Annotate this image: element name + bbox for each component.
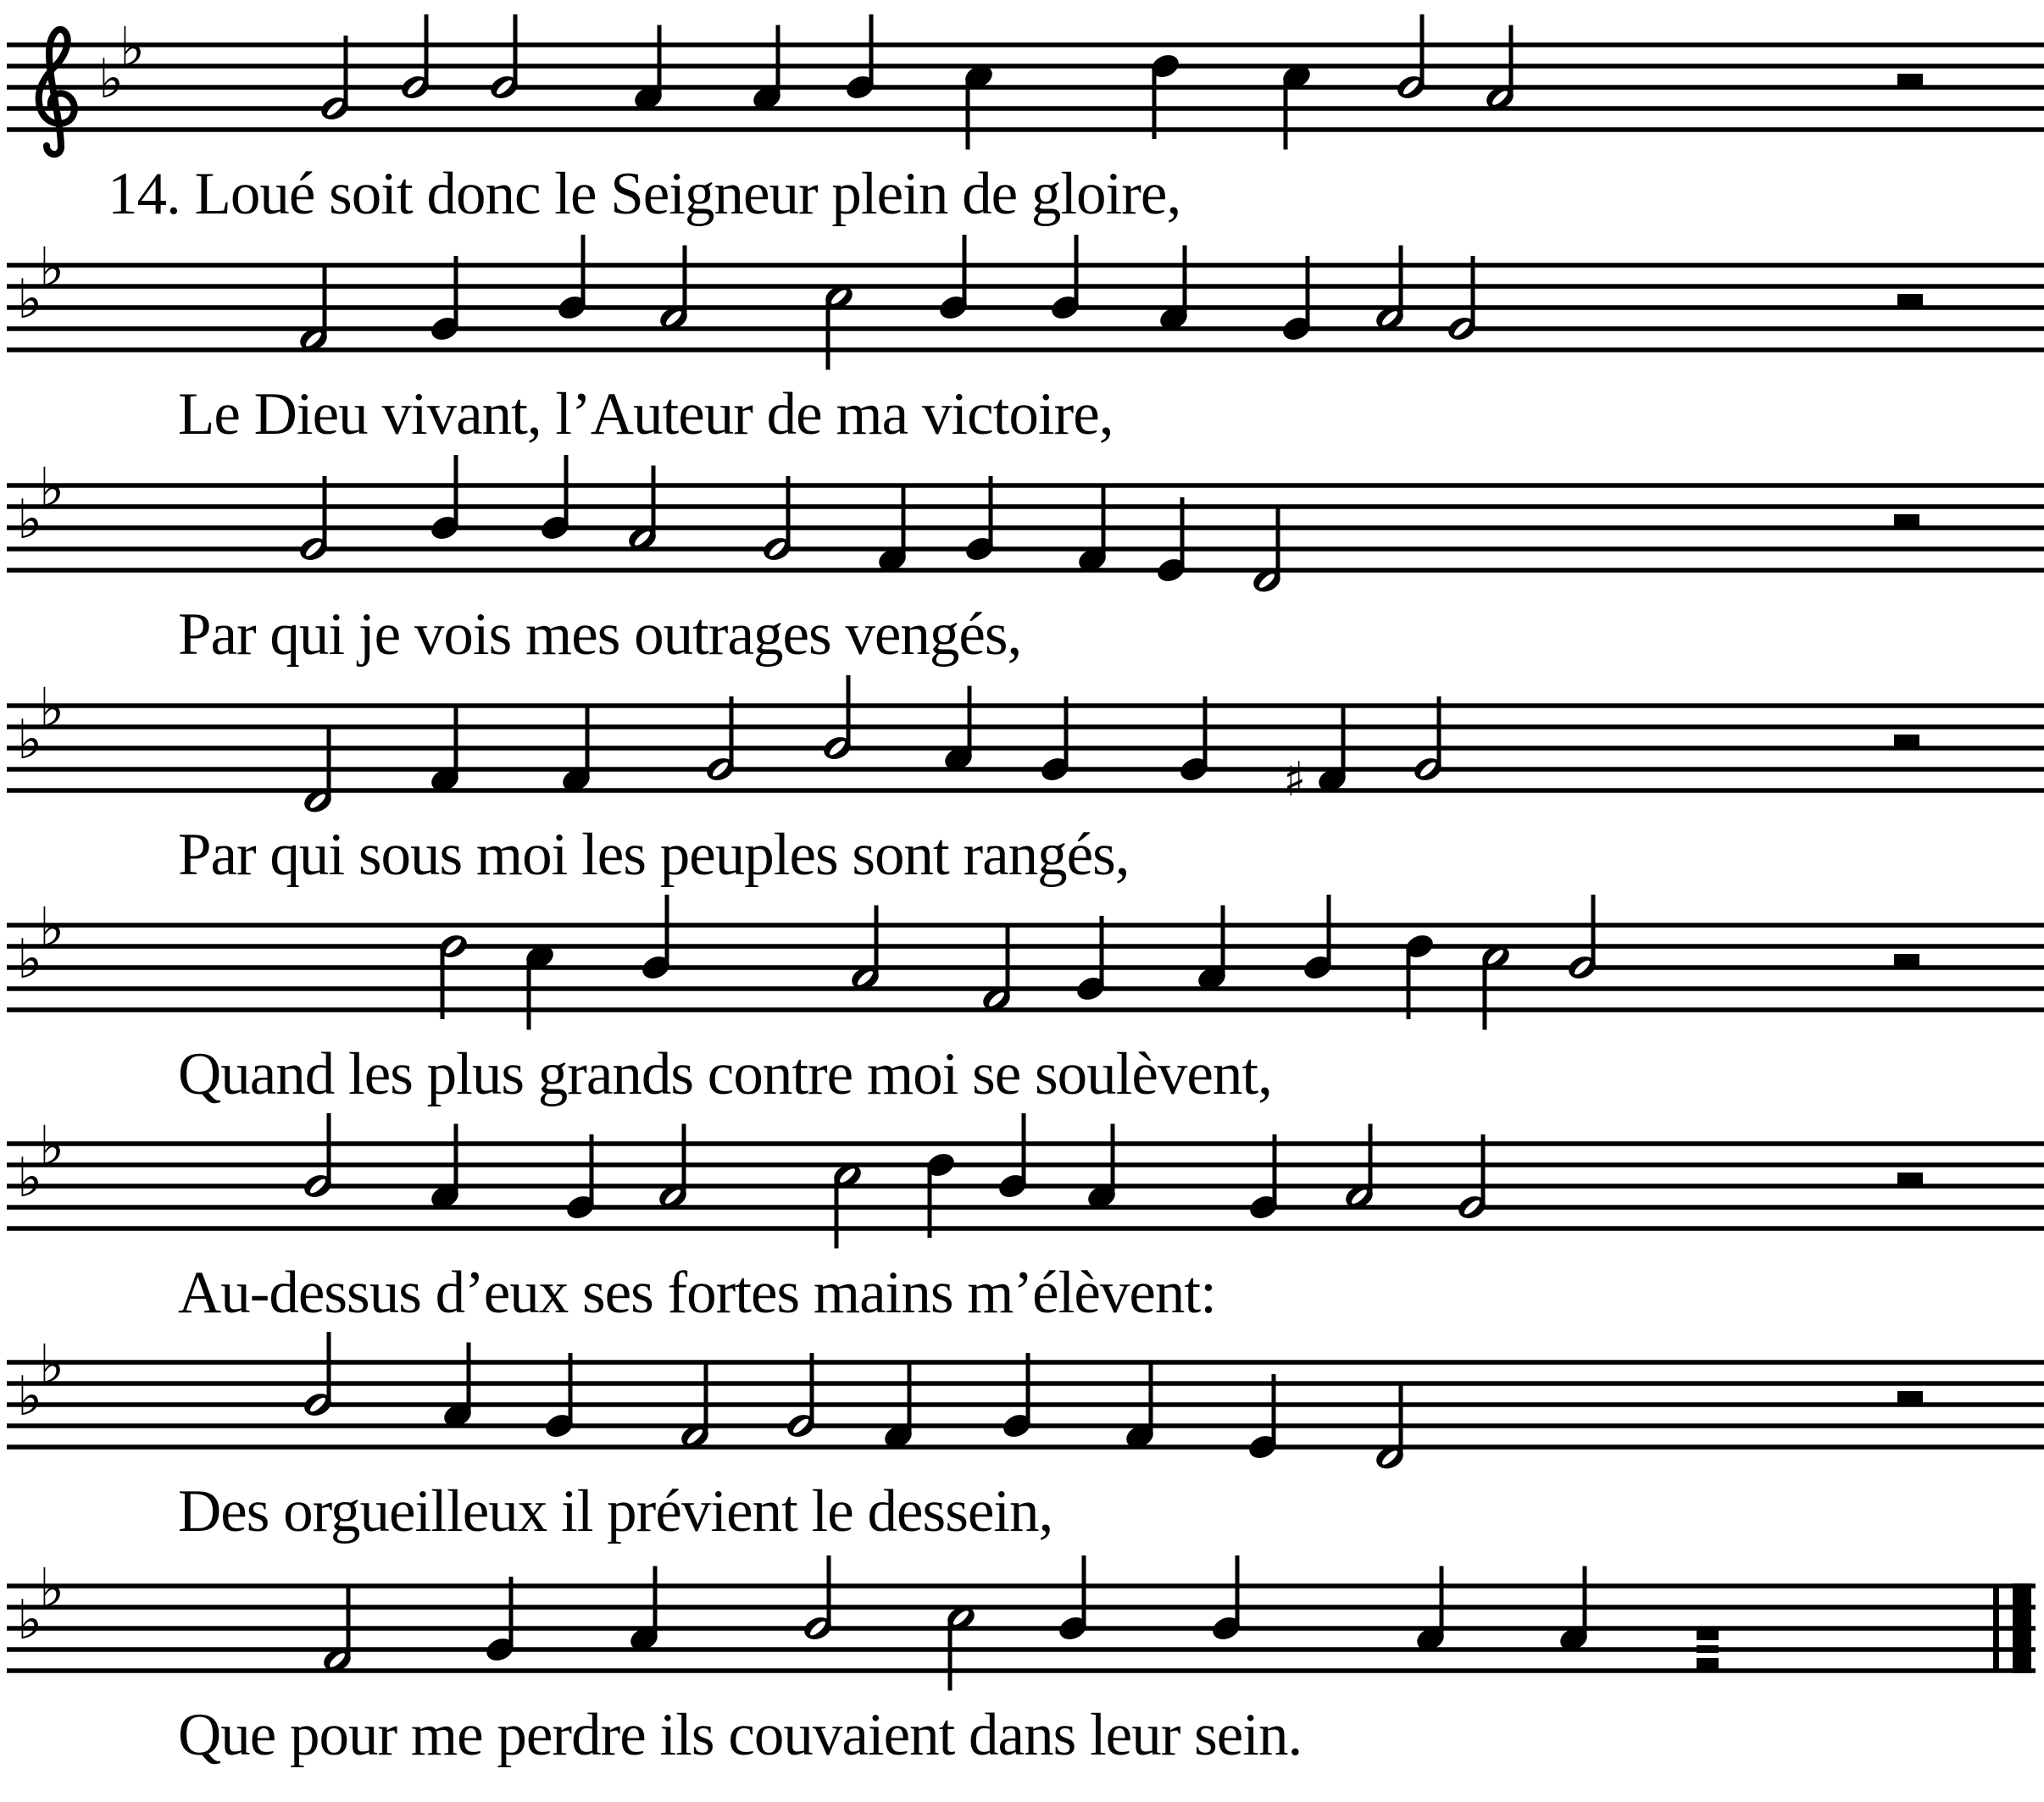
flat-icon: ♭ <box>17 1147 43 1210</box>
note-stem <box>1327 895 1331 966</box>
note-stem <box>590 1134 594 1206</box>
staff-line <box>7 1444 2044 1450</box>
staff-line <box>7 965 2044 970</box>
staff-line <box>7 284 2044 289</box>
note-A4 <box>750 25 784 114</box>
note-stem <box>1369 1124 1373 1195</box>
flat-icon: ♭ <box>17 1589 43 1652</box>
note-stem <box>1180 497 1185 568</box>
note-stem <box>1102 487 1106 558</box>
staff-line <box>7 986 2044 991</box>
note-Bb4 <box>555 235 589 323</box>
note-A4 <box>1483 25 1517 114</box>
half-rest <box>1897 1173 1923 1186</box>
staff-3 <box>7 455 2044 596</box>
sharp-icon: ♯ <box>1283 752 1307 807</box>
note-A4 <box>941 686 975 774</box>
note-stem <box>1407 948 1411 1019</box>
note-Bb4 <box>1048 235 1082 323</box>
note-A4 <box>1195 906 1229 994</box>
staff-5 <box>7 895 2044 1030</box>
flat-icon: ♭ <box>39 1333 65 1397</box>
note-C5 <box>1280 62 1314 150</box>
note-stem <box>1481 1134 1486 1206</box>
note-stem <box>928 1167 932 1238</box>
note-stem <box>1591 895 1596 966</box>
note-stem <box>1509 25 1514 97</box>
note-stem <box>847 675 851 746</box>
note-C5 <box>1479 942 1513 1030</box>
flat-icon: ♭ <box>17 709 43 772</box>
note-F4 <box>320 1588 354 1676</box>
note-stem <box>1420 14 1425 86</box>
note-stem <box>514 14 518 86</box>
note-stem <box>1440 1566 1444 1638</box>
note-stem <box>1026 1353 1030 1424</box>
note-G4 <box>1074 916 1108 1004</box>
flat-icon: ♭ <box>17 929 43 991</box>
note-G4 <box>1247 1134 1280 1223</box>
note-A4 <box>1157 246 1191 334</box>
note-A4 <box>657 246 691 334</box>
note-F4 <box>881 1364 915 1452</box>
note-C5 <box>822 282 856 370</box>
note-stem <box>665 895 669 966</box>
staff-2 <box>7 235 2044 370</box>
note-stem <box>323 267 327 338</box>
note-stem <box>564 455 569 526</box>
staff-8 <box>7 1555 2036 1691</box>
note-stem <box>1100 916 1104 987</box>
note-stem <box>581 235 586 306</box>
note-G4 <box>1038 696 1072 785</box>
note-F4 <box>1075 487 1109 575</box>
note-stem <box>869 14 874 86</box>
note-G4 <box>1000 1353 1034 1441</box>
note-stem <box>1236 1555 1240 1627</box>
note-stem <box>963 235 967 306</box>
lyric-line-7: Des orgueilleux il prévient le dessein, <box>178 1478 1053 1544</box>
flat-icon: ♭ <box>39 896 65 960</box>
note-stem <box>683 246 687 317</box>
note-Bb4 <box>936 235 970 323</box>
staff-line <box>7 504 2044 509</box>
note-stem <box>1006 927 1010 998</box>
note-Bb4 <box>1394 14 1428 103</box>
staff-6 <box>7 1113 2044 1249</box>
staff-line <box>7 767 2044 772</box>
note-stem <box>1082 1555 1086 1627</box>
staff-line <box>7 525 2044 530</box>
note-A4 <box>625 466 659 554</box>
note-stem <box>454 1124 458 1195</box>
note-stem <box>323 476 327 547</box>
note-D5 <box>1148 51 1182 139</box>
note-stem <box>908 1364 912 1435</box>
note-stem <box>344 36 348 107</box>
note-stem <box>1149 1364 1153 1435</box>
flat-icon: ♭ <box>39 677 65 740</box>
note-A4 <box>1557 1566 1591 1655</box>
staff-line <box>7 1605 2036 1610</box>
lyric-line-4: Par qui sous moi les peuples sont rangés, <box>178 822 1130 888</box>
note-A4 <box>656 1124 690 1212</box>
note-A4 <box>441 1343 475 1431</box>
note-F4 <box>678 1364 712 1452</box>
staff-line <box>7 1626 2036 1631</box>
note-stem <box>1221 906 1225 977</box>
flat-icon: ♭ <box>17 1366 43 1428</box>
lyric-line-2: Le Dieu vivant, l’Auteur de ma victoire, <box>178 381 1114 447</box>
treble-clef-icon <box>39 30 75 154</box>
note-G4 <box>1177 696 1211 785</box>
note-stem <box>1306 256 1310 327</box>
note-stem <box>425 14 429 86</box>
note-F4 <box>297 267 330 355</box>
note-Bb4 <box>1056 1555 1090 1644</box>
lyric-line-8: Que pour me perdre ils couvaient dans leur sein. <box>178 1702 1302 1768</box>
note-A4 <box>1342 1124 1376 1212</box>
note-stem <box>1022 1113 1026 1184</box>
note-G4 <box>703 696 737 785</box>
staff-line <box>7 305 2044 310</box>
note-Bb4 <box>538 455 572 543</box>
staff-line <box>7 1381 2044 1386</box>
staff-line <box>7 1205 2044 1210</box>
note-Bb4 <box>301 1113 335 1201</box>
half-rest <box>1897 294 1923 308</box>
staff-line <box>7 703 2044 708</box>
note-G4 <box>297 476 330 564</box>
flat-icon: ♭ <box>17 489 43 552</box>
final-barline-thin <box>1993 1584 1999 1672</box>
note-G4 <box>564 1134 597 1223</box>
note-Bb4 <box>398 14 432 103</box>
note-stem <box>509 1577 514 1648</box>
flat-icon: ♭ <box>39 1557 65 1621</box>
note-stem <box>569 1353 573 1424</box>
note-stem <box>653 1566 658 1638</box>
note-F4 <box>875 487 909 575</box>
note-stem <box>327 729 331 800</box>
note-stem <box>989 476 993 547</box>
note-G4 <box>1697 1629 1719 1670</box>
note-stem <box>1341 707 1346 779</box>
note-G4 <box>784 1353 818 1441</box>
note-E4 <box>1154 497 1188 585</box>
note-stem <box>826 299 830 370</box>
flat-icon: ♭ <box>98 48 125 111</box>
note-stem <box>875 906 879 977</box>
note-D5 <box>436 931 470 1019</box>
note-stem <box>1437 696 1441 768</box>
note-D5 <box>924 1150 958 1238</box>
half-rest <box>1897 1391 1923 1405</box>
note-stem <box>682 1124 686 1195</box>
half-rest <box>1897 74 1923 87</box>
half-rest <box>1894 735 1919 748</box>
note-Bb4 <box>1301 895 1335 983</box>
staff-line <box>7 1583 2036 1589</box>
staff-line <box>7 263 2044 268</box>
note-F4 <box>980 927 1014 1015</box>
note-G4 <box>1455 1134 1489 1223</box>
note-stem <box>810 1353 814 1424</box>
note-D4 <box>301 729 335 817</box>
note-A4 <box>848 906 882 994</box>
staff-line <box>7 127 2044 132</box>
note-Bb4 <box>487 14 521 103</box>
note-stem <box>454 707 458 779</box>
note-stem <box>948 1620 953 1691</box>
note-stem <box>454 256 458 327</box>
note-A4 <box>1085 1124 1119 1212</box>
note-stem <box>1399 1385 1403 1456</box>
note-G4 <box>963 476 997 564</box>
note-stem <box>586 707 590 779</box>
flat-icon: ♭ <box>39 457 65 520</box>
note-G4 <box>542 1353 576 1441</box>
half-rest <box>1894 954 1919 968</box>
staff-line <box>7 64 2044 69</box>
staff-1 <box>7 14 2044 154</box>
note-stem <box>827 1555 831 1627</box>
note-stem <box>1183 246 1187 317</box>
note-D4 <box>1250 508 1284 596</box>
note-F#4 <box>1315 707 1349 796</box>
note-A4 <box>631 25 665 114</box>
note-stem <box>1483 959 1487 1030</box>
note-stem <box>786 476 791 547</box>
staff-line <box>7 724 2044 729</box>
lyric-line-1: 14. Loué soit donc le Seigneur plein de gloire, <box>108 161 1181 227</box>
note-stem <box>327 1332 331 1403</box>
staff-line <box>7 85 2044 90</box>
note-stem <box>467 1343 471 1414</box>
note-F4 <box>559 707 593 796</box>
note-Bb4 <box>843 14 877 103</box>
note-stem <box>966 79 970 150</box>
note-F4 <box>1123 1364 1157 1452</box>
note-stem <box>527 959 531 1030</box>
note-D4 <box>1373 1385 1407 1473</box>
final-barline-thick <box>2013 1583 2031 1673</box>
note-G4 <box>1445 256 1479 344</box>
note-G4 <box>1280 256 1314 344</box>
note-F4 <box>428 707 462 796</box>
flat-icon: ♭ <box>119 16 146 80</box>
staff-line <box>7 1647 2036 1652</box>
note-G4 <box>428 256 462 344</box>
flat-icon: ♭ <box>39 1115 65 1178</box>
lyric-line-6: Au-dessus d’eux ses fortes mains m’élèvent: <box>178 1260 1216 1326</box>
note-stem <box>1153 68 1157 139</box>
note-stem <box>1064 696 1069 768</box>
staff-line <box>7 1007 2044 1012</box>
note-stem <box>1471 256 1475 327</box>
note-stem <box>1284 79 1288 150</box>
note-stem <box>454 455 458 526</box>
note-Bb4 <box>820 675 854 763</box>
note-stem <box>347 1588 351 1659</box>
note-stem <box>776 25 780 97</box>
staff-line <box>7 788 2044 793</box>
staff-7 <box>7 1332 2044 1472</box>
note-D5 <box>1402 931 1436 1019</box>
note-A4 <box>627 1566 661 1655</box>
lyric-line-3: Par qui je vois mes outrages vengés, <box>178 602 1022 668</box>
note-stem <box>1272 1374 1276 1445</box>
note-Bb4 <box>801 1555 835 1644</box>
lyric-line-5: Quand les plus grands contre moi se soulèvent, <box>178 1041 1272 1107</box>
note-Bb4 <box>1565 895 1599 983</box>
note-stem <box>1111 1124 1115 1195</box>
note-stem <box>902 487 906 558</box>
staff-line <box>7 568 2044 573</box>
note-A4 <box>1373 246 1407 334</box>
note-stem <box>441 948 445 1019</box>
staff-line <box>7 746 2044 751</box>
note-stem <box>704 1364 708 1435</box>
note-C5 <box>944 1603 978 1691</box>
staff-line <box>7 923 2044 928</box>
half-rest <box>1894 514 1919 528</box>
note-A4 <box>1414 1566 1447 1655</box>
note-C5 <box>962 62 996 150</box>
note-Bb4 <box>301 1332 335 1420</box>
staff-line <box>7 1360 2044 1365</box>
note-stem <box>658 25 662 97</box>
note-Bb4 <box>1209 1555 1243 1644</box>
note-E4 <box>1246 1374 1280 1462</box>
note-Bb4 <box>428 455 462 543</box>
note-G4 <box>760 476 794 564</box>
note-stem <box>1276 508 1280 579</box>
note-stem <box>1583 1566 1587 1638</box>
staff-line <box>7 944 2044 949</box>
note-C5 <box>523 942 557 1030</box>
note-stem <box>1075 235 1079 306</box>
staff-line <box>7 42 2044 47</box>
note-stem <box>1273 1134 1277 1206</box>
note-stem <box>1399 246 1403 317</box>
staff-4 <box>7 675 2044 816</box>
note-stem <box>327 1113 331 1184</box>
staff-line <box>7 1226 2044 1231</box>
note-stem <box>652 466 656 537</box>
note-G4 <box>483 1577 517 1665</box>
note-G4 <box>318 36 352 124</box>
note-G4 <box>1411 696 1445 785</box>
note-stem <box>1203 696 1208 768</box>
staff-line <box>7 1668 2036 1673</box>
note-stem <box>968 686 972 757</box>
note-C5 <box>830 1161 864 1249</box>
note-Bb4 <box>639 895 673 983</box>
staff-line <box>7 106 2044 111</box>
note-stem <box>835 1178 839 1249</box>
note-Bb4 <box>996 1113 1030 1201</box>
flat-icon: ♭ <box>17 269 43 331</box>
flat-icon: ♭ <box>39 236 65 300</box>
staff-line <box>7 483 2044 488</box>
note-A4 <box>428 1124 462 1212</box>
note-stem <box>730 696 734 768</box>
